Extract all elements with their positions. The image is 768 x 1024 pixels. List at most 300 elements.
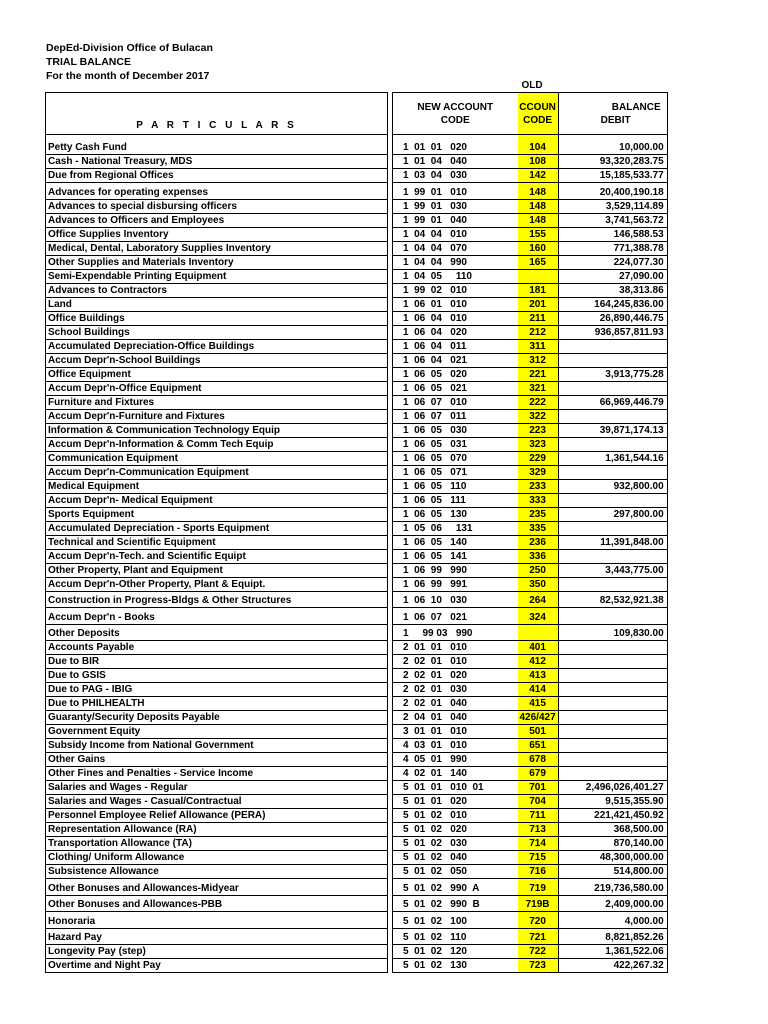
new-account-code: 5 01 01 020: [393, 795, 518, 809]
old-account-code: 711: [518, 809, 559, 823]
table-row: [46, 521, 668, 535]
new-account-code: 1 06 05 130: [393, 507, 518, 521]
debit-balance: 932,800.00: [558, 479, 667, 493]
new-account-code: 1 06 07 010: [393, 395, 518, 409]
debit-balance: 146,588.53: [558, 227, 667, 241]
table-row: [46, 959, 668, 973]
account-name: Representation Allowance (RA): [46, 823, 388, 837]
debit-balance: 27,090.00: [558, 269, 667, 283]
table-row: [46, 837, 668, 851]
old-account-code: 501: [518, 725, 559, 739]
report-period: For the month of December 2017: [46, 70, 210, 82]
account-name: Construction in Progress-Bldgs & Other Structures: [46, 591, 388, 608]
particulars-header: P A R T I C U L A R S: [46, 93, 388, 135]
new-account-code: 1 06 04 021: [393, 353, 518, 367]
table-row: [46, 823, 668, 837]
new-account-code: 1 06 05 110: [393, 479, 518, 493]
account-name: Due to BIR: [46, 655, 388, 669]
account-name: Sports Equipment: [46, 507, 388, 521]
debit-balance: [558, 767, 667, 781]
old-account-code: 321: [518, 381, 559, 395]
new-account-code: 1 06 05 070: [393, 451, 518, 465]
account-name: Hazard Pay: [46, 928, 388, 945]
debit-balance: [558, 577, 667, 591]
new-account-code: 1 06 04 011: [393, 339, 518, 353]
account-name: Due to GSIS: [46, 669, 388, 683]
new-account-code: 2 01 01 010: [393, 641, 518, 655]
old-account-code: 723: [518, 959, 559, 973]
old-account-code: 165: [518, 255, 559, 269]
debit-balance: 8,821,852.26: [558, 928, 667, 945]
debit-balance: 4,000.00: [558, 912, 667, 929]
table-row: [46, 641, 668, 655]
new-account-code: 5 01 02 120: [393, 945, 518, 959]
new-account-code: 5 01 02 020: [393, 823, 518, 837]
debit-balance: 3,913,775.28: [558, 367, 667, 381]
new-account-code: 1 01 01 020: [393, 135, 518, 155]
table-row: [46, 183, 668, 200]
table-row: [46, 465, 668, 479]
table-row: [46, 311, 668, 325]
old-account-code: 148: [518, 213, 559, 227]
new-account-code: 1 99 03 990: [393, 624, 518, 641]
table-row: [46, 213, 668, 227]
account-name: Clothing/ Uniform Allowance: [46, 851, 388, 865]
new-account-code: 1 05 06 131: [393, 521, 518, 535]
new-account-code: 5 01 02 110: [393, 928, 518, 945]
account-name: Accum Depr'n-Furniture and Fixtures: [46, 409, 388, 423]
balance-header: [558, 93, 667, 135]
table-row: [46, 269, 668, 283]
account-name: Office Equipment: [46, 367, 388, 381]
table-row: [46, 549, 668, 563]
old-account-code: 336: [518, 549, 559, 563]
new-account-code-header: [393, 93, 518, 135]
account-name: Other Supplies and Materials Inventory: [46, 255, 388, 269]
old-account-code: 721: [518, 928, 559, 945]
account-name: Other Bonuses and Allowances-PBB: [46, 895, 388, 912]
table-row: [46, 339, 668, 353]
table-row: [46, 809, 668, 823]
account-name: Accum Depr'n-Communication Equipment: [46, 465, 388, 479]
old-account-code: 413: [518, 669, 559, 683]
account-name: Petty Cash Fund: [46, 135, 388, 155]
old-account-code: 250: [518, 563, 559, 577]
account-name: Accum Depr'n-Office Equipment: [46, 381, 388, 395]
debit-balance: [558, 725, 667, 739]
debit-balance: [558, 465, 667, 479]
debit-balance: 297,800.00: [558, 507, 667, 521]
table-row: [46, 739, 668, 753]
debit-balance: [558, 549, 667, 563]
new-account-code: 4 02 01 140: [393, 767, 518, 781]
new-account-code: 5 01 02 100: [393, 912, 518, 929]
table-row: [46, 865, 668, 879]
debit-balance: [558, 381, 667, 395]
old-account-code: 350: [518, 577, 559, 591]
old-account-code: 401: [518, 641, 559, 655]
new-account-code: 1 06 07 011: [393, 409, 518, 423]
debit-balance: 66,969,446.79: [558, 395, 667, 409]
debit-balance: 164,245,836.00: [558, 297, 667, 311]
old-account-code: 651: [518, 739, 559, 753]
new-account-code: 1 06 05 030: [393, 423, 518, 437]
account-name: Accumulated Depreciation-Office Buildings: [46, 339, 388, 353]
table-row: [46, 895, 668, 912]
old-account-code: 201: [518, 297, 559, 311]
account-name: Advances to special disbursing officers: [46, 199, 388, 213]
table-header-row: [46, 93, 668, 135]
new-account-code: 1 06 99 990: [393, 563, 518, 577]
old-account-code: 415: [518, 697, 559, 711]
debit-balance: 3,443,775.00: [558, 563, 667, 577]
new-account-code: 1 06 01 010: [393, 297, 518, 311]
old-account-code: 312: [518, 353, 559, 367]
account-name: Accumulated Depreciation - Sports Equipment: [46, 521, 388, 535]
new-account-code: 5 01 01 010 01: [393, 781, 518, 795]
account-name: Guaranty/Security Deposits Payable: [46, 711, 388, 725]
old-account-code: 221: [518, 367, 559, 381]
old-account-code: 229: [518, 451, 559, 465]
debit-balance: 514,800.00: [558, 865, 667, 879]
new-account-code: 1 06 05 111: [393, 493, 518, 507]
old-account-code: 426/427: [518, 711, 559, 725]
debit-balance: 224,077.30: [558, 255, 667, 269]
table-row: [46, 381, 668, 395]
old-account-code: 714: [518, 837, 559, 851]
trial-balance-table: [45, 92, 668, 973]
account-name: Furniture and Fixtures: [46, 395, 388, 409]
report-title: TRIAL BALANCE: [46, 56, 131, 68]
table-row: [46, 297, 668, 311]
table-row: [46, 135, 668, 155]
new-account-code: 5 01 02 130: [393, 959, 518, 973]
debit-balance: 15,185,533.77: [558, 169, 667, 183]
account-name: Accum Depr'n - Books: [46, 608, 388, 625]
new-account-code: 1 06 05 071: [393, 465, 518, 479]
old-account-code: 720: [518, 912, 559, 929]
old-account-code: 222: [518, 395, 559, 409]
table-row: [46, 945, 668, 959]
account-name: Subsistence Allowance: [46, 865, 388, 879]
new-account-code: 1 99 02 010: [393, 283, 518, 297]
new-account-code: 5 01 02 040: [393, 851, 518, 865]
old-account-code: 715: [518, 851, 559, 865]
new-account-code: 1 04 04 010: [393, 227, 518, 241]
table-row: [46, 781, 668, 795]
new-account-code: 1 01 04 040: [393, 155, 518, 169]
old-account-code: 155: [518, 227, 559, 241]
table-row: [46, 367, 668, 381]
account-name: Salaries and Wages - Regular: [46, 781, 388, 795]
table-row: [46, 395, 668, 409]
new-account-code: 3 01 01 010: [393, 725, 518, 739]
new-account-code: 1 06 05 021: [393, 381, 518, 395]
new-account-code: 5 01 02 010: [393, 809, 518, 823]
debit-balance: 26,890,446.75: [558, 311, 667, 325]
old-account-code: 322: [518, 409, 559, 423]
old-account-code: 236: [518, 535, 559, 549]
debit-balance: 82,532,921.38: [558, 591, 667, 608]
new-account-code: 2 02 01 040: [393, 697, 518, 711]
account-name: Medical, Dental, Laboratory Supplies Inventory: [46, 241, 388, 255]
account-name: Accum Depr'n-Information & Comm Tech Equip: [46, 437, 388, 451]
new-account-code: 1 99 01 040: [393, 213, 518, 227]
debit-balance: [558, 353, 667, 367]
account-name: Honoraria: [46, 912, 388, 929]
old-account-code: 678: [518, 753, 559, 767]
debit-balance: 936,857,811.93: [558, 325, 667, 339]
debit-balance: [558, 437, 667, 451]
debit-header-label: DEBIT: [600, 114, 631, 126]
table-row: [46, 155, 668, 169]
debit-balance: 422,267.32: [558, 959, 667, 973]
table-row: [46, 423, 668, 437]
debit-balance: [558, 339, 667, 353]
account-name: Due from Regional Offices: [46, 169, 388, 183]
new-account-code: 2 02 01 020: [393, 669, 518, 683]
account-name: Accum Depr'n-Other Property, Plant & Equipt.: [46, 577, 388, 591]
debit-balance: [558, 697, 667, 711]
account-name: Due to PHILHEALTH: [46, 697, 388, 711]
account-name: Personnel Employee Relief Allowance (PERA): [46, 809, 388, 823]
table-row: [46, 912, 668, 929]
old-account-code: 701: [518, 781, 559, 795]
table-row: [46, 879, 668, 896]
debit-balance: 1,361,544.16: [558, 451, 667, 465]
new-account-code: 1 03 04 030: [393, 169, 518, 183]
old-account-code: [518, 269, 559, 283]
new-account-code: 1 06 05 141: [393, 549, 518, 563]
table-row: [46, 655, 668, 669]
table-row: [46, 753, 668, 767]
old-account-code: 104: [518, 135, 559, 155]
new-account-code: 2 04 01 040: [393, 711, 518, 725]
old-account-code: 233: [518, 479, 559, 493]
table-row: [46, 325, 668, 339]
table-row: [46, 591, 668, 608]
table-row: [46, 795, 668, 809]
table-row: [46, 479, 668, 493]
account-name: Office Buildings: [46, 311, 388, 325]
table-row: [46, 437, 668, 451]
account-name: Semi-Expendable Printing Equipment: [46, 269, 388, 283]
debit-balance: 48,300,000.00: [558, 851, 667, 865]
new-account-code: 2 02 01 030: [393, 683, 518, 697]
account-name: Communication Equipment: [46, 451, 388, 465]
account-name: Accum Depr'n-School Buildings: [46, 353, 388, 367]
new-account-code: 5 01 02 050: [393, 865, 518, 879]
debit-balance: 1,361,522.06: [558, 945, 667, 959]
old-account-code: 333: [518, 493, 559, 507]
account-name: Overtime and Night Pay: [46, 959, 388, 973]
old-account-code: 722: [518, 945, 559, 959]
new-code-header-line2: CODE: [440, 114, 470, 126]
new-account-code: 1 06 99 991: [393, 577, 518, 591]
old-account-code: 679: [518, 767, 559, 781]
office-name: DepEd-Division Office of Bulacan: [46, 42, 213, 54]
old-account-code: 212: [518, 325, 559, 339]
balance-header-label: BALANCE: [611, 101, 661, 113]
new-account-code: 1 06 04 010: [393, 311, 518, 325]
account-name: Transportation Allowance (TA): [46, 837, 388, 851]
new-account-code: 1 06 05 031: [393, 437, 518, 451]
debit-balance: 2,409,000.00: [558, 895, 667, 912]
new-account-code: 1 06 04 020: [393, 325, 518, 339]
old-account-code: 704: [518, 795, 559, 809]
table-row: [46, 451, 668, 465]
new-account-code: 1 06 05 020: [393, 367, 518, 381]
table-row: [46, 725, 668, 739]
debit-balance: 10,000.00: [558, 135, 667, 155]
account-name: Due to PAG - IBIG: [46, 683, 388, 697]
account-name: Accum Depr'n- Medical Equipment: [46, 493, 388, 507]
old-account-code: 148: [518, 183, 559, 200]
account-name: Accounts Payable: [46, 641, 388, 655]
debit-balance: [558, 641, 667, 655]
account-name: Technical and Scientific Equipment: [46, 535, 388, 549]
new-account-code: 1 04 05 110: [393, 269, 518, 283]
table-row: [46, 169, 668, 183]
table-row: [46, 851, 668, 865]
table-row: [46, 697, 668, 711]
table-row: [46, 624, 668, 641]
debit-balance: 109,830.00: [558, 624, 667, 641]
debit-balance: [558, 608, 667, 625]
new-account-code: 1 06 10 030: [393, 591, 518, 608]
old-account-code: 211: [518, 311, 559, 325]
debit-balance: 221,421,450.92: [558, 809, 667, 823]
account-name: Longevity Pay (step): [46, 945, 388, 959]
debit-balance: [558, 711, 667, 725]
old-account-code: 414: [518, 683, 559, 697]
table-row: [46, 199, 668, 213]
old-account-code: 108: [518, 155, 559, 169]
account-name: School Buildings: [46, 325, 388, 339]
new-account-code: 1 99 01 010: [393, 183, 518, 200]
old-account-code: 323: [518, 437, 559, 451]
debit-balance: [558, 683, 667, 697]
new-account-code: 5 01 02 990 A: [393, 879, 518, 896]
new-account-code: 1 06 05 140: [393, 535, 518, 549]
old-account-code: 148: [518, 199, 559, 213]
table-row: [46, 711, 668, 725]
debit-balance: 3,529,114.89: [558, 199, 667, 213]
old-account-code: 311: [518, 339, 559, 353]
old-account-code: 142: [518, 169, 559, 183]
account-name: Other Deposits: [46, 624, 388, 641]
table-row: [46, 563, 668, 577]
debit-balance: 93,320,283.75: [558, 155, 667, 169]
debit-balance: 2,496,026,401.27: [558, 781, 667, 795]
debit-balance: [558, 669, 667, 683]
old-account-code: 181: [518, 283, 559, 297]
table-row: [46, 283, 668, 297]
new-account-code: 4 03 01 010: [393, 739, 518, 753]
debit-balance: 20,400,190.18: [558, 183, 667, 200]
old-account-code: 329: [518, 465, 559, 479]
account-name: Salaries and Wages - Casual/Contractual: [46, 795, 388, 809]
old-account-code: 324: [518, 608, 559, 625]
new-account-code: 1 04 04 990: [393, 255, 518, 269]
old-code-label: OLD: [521, 81, 543, 90]
debit-balance: 9,515,355.90: [558, 795, 667, 809]
old-account-code: 719: [518, 879, 559, 896]
old-account-code: 235: [518, 507, 559, 521]
table-row: [46, 353, 668, 367]
debit-balance: 11,391,848.00: [558, 535, 667, 549]
old-code-header-line2: CCOUN: [519, 101, 556, 113]
account-name: Advances to Officers and Employees: [46, 213, 388, 227]
account-name: Information & Communication Technology Equip: [46, 423, 388, 437]
debit-balance: 771,388.78: [558, 241, 667, 255]
account-name: Other Fines and Penalties - Service Income: [46, 767, 388, 781]
debit-balance: [558, 409, 667, 423]
table-row: [46, 409, 668, 423]
debit-balance: 870,140.00: [558, 837, 667, 851]
table-row: [46, 255, 668, 269]
table-body: [46, 135, 668, 973]
table-row: [46, 683, 668, 697]
debit-balance: 3,741,563.72: [558, 213, 667, 227]
document-header: [46, 41, 213, 83]
old-account-code: 223: [518, 423, 559, 437]
debit-balance: [558, 493, 667, 507]
new-account-code: 2 02 01 010: [393, 655, 518, 669]
account-name: Other Property, Plant and Equipment: [46, 563, 388, 577]
account-name: Office Supplies Inventory: [46, 227, 388, 241]
debit-balance: 368,500.00: [558, 823, 667, 837]
old-account-code: 335: [518, 521, 559, 535]
table-row: [46, 608, 668, 625]
account-name: Subsidy Income from National Government: [46, 739, 388, 753]
new-account-code: 4 05 01 990: [393, 753, 518, 767]
account-name: Advances to Contractors: [46, 283, 388, 297]
debit-balance: [558, 521, 667, 535]
table-row: [46, 928, 668, 945]
debit-balance: 38,313.86: [558, 283, 667, 297]
account-name: Land: [46, 297, 388, 311]
old-account-code: 160: [518, 241, 559, 255]
debit-balance: 39,871,174.13: [558, 423, 667, 437]
account-name: Cash - National Treasury, MDS: [46, 155, 388, 169]
table-row: [46, 535, 668, 549]
table-row: [46, 241, 668, 255]
new-account-code: 1 06 07 021: [393, 608, 518, 625]
debit-balance: [558, 753, 667, 767]
new-account-code: 5 01 02 030: [393, 837, 518, 851]
debit-balance: [558, 739, 667, 753]
table-row: [46, 669, 668, 683]
table-row: [46, 507, 668, 521]
table-row: [46, 493, 668, 507]
old-account-code: 719B: [518, 895, 559, 912]
account-name: Other Bonuses and Allowances-Midyear: [46, 879, 388, 896]
old-account-code: [518, 624, 559, 641]
account-name: Medical Equipment: [46, 479, 388, 493]
old-account-code: 412: [518, 655, 559, 669]
debit-balance: 219,736,580.00: [558, 879, 667, 896]
account-name: Government Equity: [46, 725, 388, 739]
new-account-code: 1 04 04 070: [393, 241, 518, 255]
table-row: [46, 577, 668, 591]
old-account-code: 264: [518, 591, 559, 608]
table-row: [46, 767, 668, 781]
account-name: Other Gains: [46, 753, 388, 767]
new-code-header-line1: NEW ACCOUNT: [417, 101, 494, 113]
old-account-code: 713: [518, 823, 559, 837]
table-row: [46, 227, 668, 241]
